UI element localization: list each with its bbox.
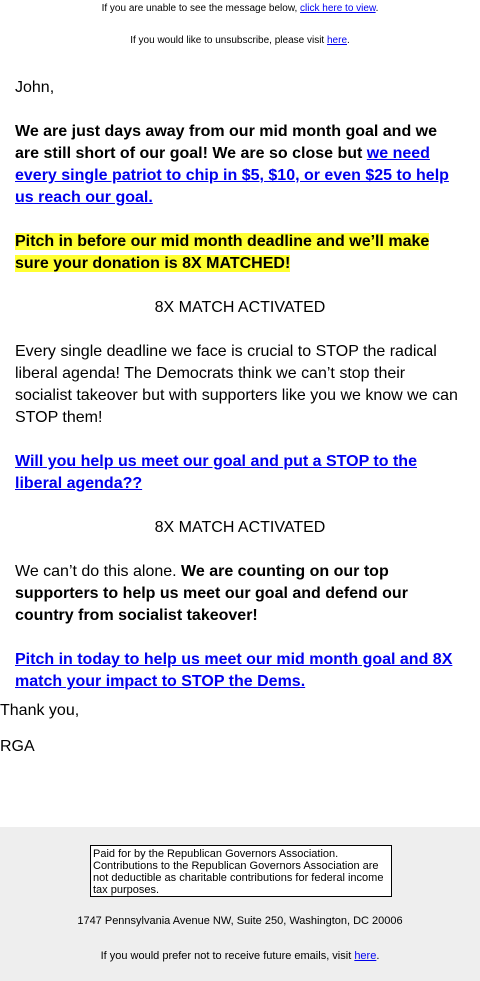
counting-paragraph (15, 561, 465, 627)
counting-bold-text: We are counting on our top supporters to help us meet our goal and defend our country from socialist takeover! (15, 563, 408, 624)
pitch-in-link[interactable]: Pitch in today to help us meet our mid month goal and 8X match your impact to STOP the Dems. (15, 651, 453, 690)
pitch-in-paragraph (15, 649, 465, 693)
view-note-end: . (375, 3, 379, 14)
mailing-address: 1747 Pennsylvania Avenue NW, Suite 250, Washington, DC 20006 (77, 915, 403, 927)
match-activated-banner-2: 8X MATCH ACTIVATED (154, 519, 326, 536)
paid-for-disclaimer: Paid for by the Republican Governors Association. Contributions to the Republican Governors Association are not deductible as charitable contributions for federal income tax purposes. (90, 845, 392, 897)
help-goal-link[interactable]: Will you help us meet our goal and put a STOP to the liberal agenda?? (15, 453, 417, 492)
unsubscribe-note-text: If you would like to unsubscribe, please visit (130, 35, 327, 46)
view-in-browser-link[interactable]: click here to view (300, 3, 376, 14)
email-footer (0, 827, 480, 981)
view-in-browser-note (0, 0, 480, 19)
goal-paragraph-text: We are just days away from our mid month goal and we are still short of our goal! We are so close but (15, 123, 438, 162)
signature: RGA (0, 738, 35, 755)
counting-plain-text: We can’t do this alone. (15, 563, 182, 580)
email-body (0, 77, 480, 693)
match-highlight: Pitch in before our mid month deadline and we’ll make sure your donation is 8X MATCHED! (15, 233, 430, 272)
help-goal-paragraph (15, 451, 465, 495)
agenda-paragraph: Every single deadline we face is crucial to STOP the radical liberal agenda! The Democrats think we can’t stop their socialist takeover but with supporters like you we know we can STOP them! (15, 343, 458, 426)
chip-in-link[interactable]: we need every single patriot to chip in $5, $10, or even $25 to help us reach our goal. (15, 145, 449, 206)
deadline-paragraph (15, 231, 465, 275)
goal-paragraph (15, 121, 465, 209)
sign-off: Thank you, (0, 702, 80, 719)
opt-out-note (0, 950, 480, 962)
opt-out-text: If you would prefer not to receive future emails, visit (100, 950, 355, 962)
opt-out-link[interactable]: here (354, 950, 377, 962)
unsubscribe-note-end: . (347, 35, 350, 46)
opt-out-end: . (376, 950, 380, 962)
greeting: John, (15, 79, 55, 96)
match-activated-banner: 8X MATCH ACTIVATED (154, 299, 326, 316)
view-note-text: If you are unable to see the message below, (101, 3, 301, 14)
unsubscribe-note (0, 19, 480, 55)
unsubscribe-link[interactable]: here (326, 35, 347, 46)
